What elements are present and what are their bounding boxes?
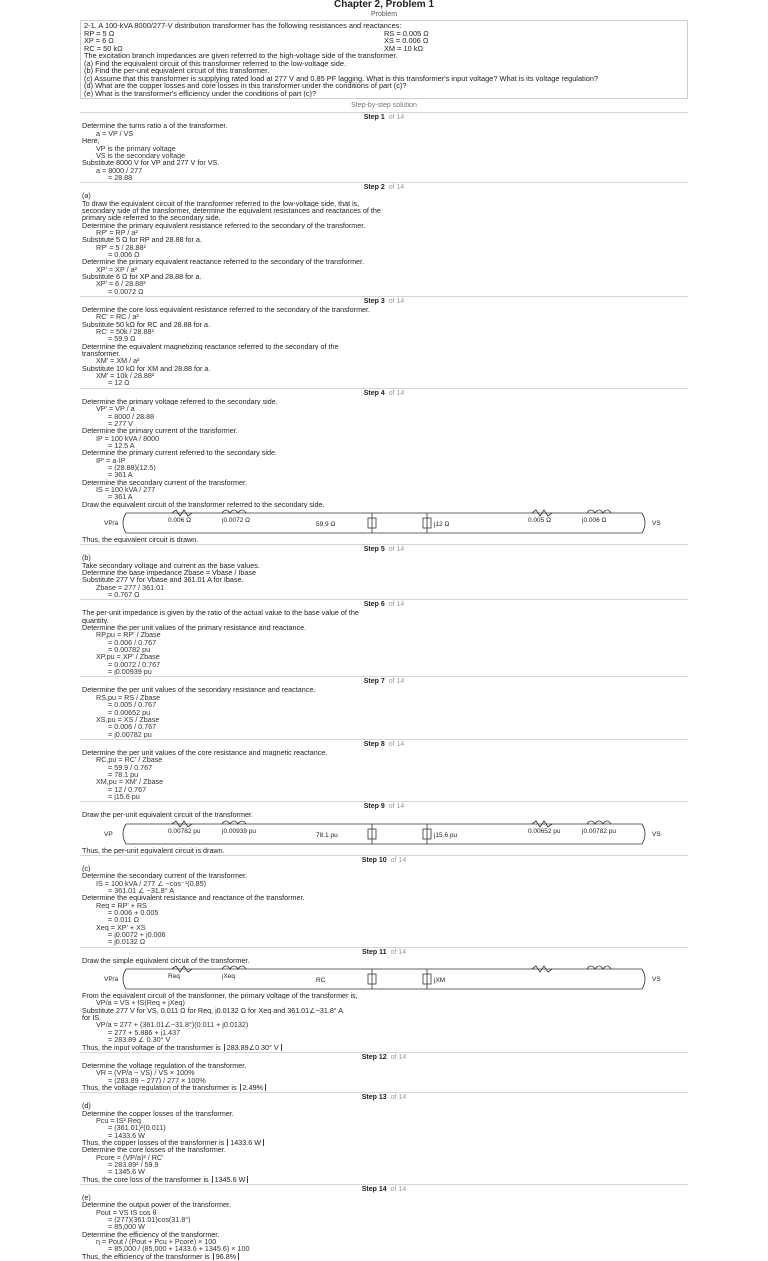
step-label: Step 5 [363, 546, 385, 554]
result-prefix: Thus, the voltage regulation of the transformer is [82, 1083, 237, 1092]
result-value-box: 2.49% [240, 1084, 266, 1091]
circuit-svg [82, 965, 682, 991]
step-text-line: RP' = RP / a² [96, 228, 138, 237]
rc-label: RC [316, 977, 326, 985]
problem-note: The excitation branch impedances are given referred to the high-voltage side of the transformer. [84, 52, 398, 60]
solution-step [80, 676, 688, 738]
step-text-line: VP' = VP / a [96, 405, 135, 413]
step-text-line: = 0.011 Ω [108, 916, 140, 924]
shunt-branch-wires [372, 969, 427, 989]
step-text-line: = 85,000 W [108, 1223, 145, 1231]
step-count: of 14 [388, 740, 405, 748]
step-title [82, 600, 686, 609]
step-text-line: Pout = VS IS cos θ [96, 1208, 157, 1217]
step-text-line: Determine the equivalent resistance and reactance of the transformer. [82, 894, 305, 902]
step-text-line: XS,pu = XS / Zbase [96, 715, 160, 724]
primary-voltage-label: VP [104, 830, 113, 838]
step-text-line: Substitute 277 V for VS, 0.011 Ω for Req, j0.0132 Ω for Xeq and 361.01∠−31.8° A [82, 1006, 344, 1015]
step-text-line: Substitute 5 Ω for RP and 28.88 for a. [82, 236, 202, 244]
step-label: Step 8 [363, 740, 385, 748]
equivalent-circuit-diagram [82, 820, 686, 846]
step-text-line: XM' = 10k / 28.88² [96, 372, 155, 380]
step-text-line: VP is the primary voltage [96, 144, 176, 152]
page-subtitle: Problem [370, 11, 398, 18]
step-text-line: VS is the secondary voltage [96, 151, 186, 160]
step-text-line: = 85,000 / (85,000 + 1433.6 + 1345.6) × 100 [108, 1245, 250, 1253]
step-text-line: RP' = 5 / 28.88² [96, 243, 146, 251]
inductor-x1 [222, 821, 246, 824]
step-result-line [82, 1253, 686, 1260]
step-text-line: a = 8000 / 277 [96, 166, 143, 174]
step-label: Step 14 [361, 1186, 387, 1193]
step-label: Step 13 [361, 1094, 387, 1102]
r2-label: 0.005 Ω [528, 516, 551, 524]
problem-part-a: (a) Find the equivalent circuit of this transformer referred to the low-voltage side. [84, 59, 347, 68]
solution-step [80, 388, 688, 545]
step-text-line: = 0.0072 Ω [108, 287, 144, 296]
solution-step [80, 947, 688, 1052]
primary-voltage-label: VP/a [104, 976, 119, 984]
step-text-line: = 8000 / 28.88 [108, 412, 155, 420]
solution-step [80, 801, 688, 855]
step-text-line: Determine the copper losses of the transformer. [82, 1109, 234, 1117]
step-text-line: Pcore = (VP/a)² / RC' [96, 1153, 164, 1161]
step-text-line: quantity. [82, 616, 109, 625]
step-text-line: Draw the per-unit equivalent circuit of the transformer. [82, 811, 253, 819]
step-text-line: Determine the core loss equivalent resistance referred to the secondary of the transformer. [82, 306, 371, 314]
step-result-line [82, 1084, 686, 1091]
step-text-line: Determine the base impedance Zbase = Vbase / Ibase [82, 569, 257, 577]
step-text-line: for IS. [82, 1014, 102, 1022]
step-text-line: Substitute 6 Ω for XP and 28.88 for a. [82, 273, 202, 281]
solution-step [80, 112, 688, 182]
step-text-line: = 0.00782 pu [108, 646, 151, 654]
step-text-line: IS = 100 kVA / 277 ∠ −cos⁻¹(0.85) [96, 879, 206, 887]
step-text-line: = 12 Ω [108, 379, 130, 387]
step-text-line: = 59.9 Ω [108, 335, 136, 343]
step-text-line: secondary side of the transformer, determine the equivalent resistances and reactances of the [82, 206, 381, 215]
step-count: of 14 [390, 1053, 407, 1061]
step-text-line: Determine the voltage regulation of the transformer. [82, 1061, 247, 1070]
step-text-line: = j0.0072 + j0.006 [108, 931, 166, 939]
step-text-line: Determine the primary current of the transformer. [82, 427, 238, 435]
step-text-line: IS = 100 kVA / 277 [96, 485, 156, 494]
step-text-line: RC' = 50k / 28.88² [96, 328, 154, 336]
step-text-line: Here, [82, 137, 100, 145]
problem-part-e: (e) What is the transformer's efficiency under the conditions of part (c)? [84, 89, 317, 98]
shunt-branch-wires [372, 513, 427, 533]
param: RP = 5 Ω [84, 28, 115, 38]
result-value-box: 283.89∠0.30° V [224, 1044, 282, 1051]
step-count: of 14 [390, 1186, 407, 1193]
step-title [82, 183, 686, 192]
problem-part-c: (c) Assume that this transformer is supplying rated load at 277 V and 0.85 PF lagging. What is this transformer's input voltage? What is its voltage regulation? [84, 73, 599, 83]
step-text-line: = 0.006 + 0.005 [108, 909, 159, 917]
step-result-line [82, 1139, 686, 1146]
x2-label: j0.00782 pu [582, 827, 616, 835]
step-text-line: XP,pu = XP' / Zbase [96, 653, 160, 661]
step-text-line: (a) [82, 192, 91, 200]
step-text-line: Determine the secondary current of the transformer. [82, 478, 247, 486]
page-title: Chapter 2, Problem 1 [333, 0, 435, 10]
step-text-line: a = VP / VS [96, 129, 134, 138]
step-text-line: Thus, the per-unit equivalent circuit is drawn. [82, 846, 225, 854]
step-text-line: primary side referred to the secondary side. [82, 214, 221, 222]
inductor-x2 [587, 966, 611, 969]
solution-step [80, 182, 688, 296]
xm-label: j12 Ω [434, 520, 450, 528]
circuit-svg [82, 509, 682, 535]
step-text-line: Xeq = XP' + XS [96, 923, 146, 932]
problem-intro: 2-1. A 100-kVA 8000/277-V distribution transformer has the following resistances and reactances: [84, 22, 402, 30]
problem-statement [80, 20, 688, 99]
step-text-line: Determine the primary current referred to the secondary side. [82, 449, 277, 457]
equivalent-circuit-diagram [82, 509, 686, 535]
step-text-line: = j0.00939 pu [108, 668, 152, 676]
step-text-line: RC,pu = RC' / Zbase [96, 756, 163, 764]
step-text-line: = 0.767 Ω [108, 591, 140, 599]
step-label: Step 6 [363, 601, 385, 609]
param: XM = 10 kΩ [384, 43, 424, 53]
x2-label: j0.006 Ω [582, 516, 607, 524]
step-result-line [82, 1044, 686, 1051]
problem-part-b: (b) Find the per-unit equivalent circuit of this transformer. [84, 67, 270, 75]
x1-label: j0.0072 Ω [222, 516, 250, 524]
step-text-line: Substitute 8000 V for VP and 277 V for VS. [82, 159, 220, 167]
step-title [82, 297, 686, 306]
step-title [82, 389, 686, 398]
step-count: of 14 [388, 678, 405, 686]
step-text-line: = j0.0132 Ω [108, 938, 146, 946]
result-prefix: Thus, the input voltage of the transformer is [82, 1043, 221, 1051]
step-count: of 14 [388, 114, 405, 122]
step-title [82, 1093, 686, 1102]
solution-step [80, 1184, 688, 1261]
step-count: of 14 [388, 601, 405, 609]
solution-step [80, 296, 688, 388]
xm-label: jXM [434, 977, 446, 985]
step-label: Step 10 [361, 856, 387, 864]
secondary-voltage-label: VS [652, 830, 661, 838]
result-prefix: Thus, the efficiency of the transformer is [82, 1252, 210, 1261]
step-count: of 14 [388, 389, 405, 397]
r1-label: Req [168, 973, 180, 981]
step-text-line: Determine the per unit values of the secondary resistance and reactance. [82, 686, 316, 694]
step-text-line: = 277 V [108, 419, 133, 428]
step-count: of 14 [388, 546, 405, 554]
step-text-line: = 361 A [108, 471, 133, 479]
step-text-line: RC' = RC / a² [96, 313, 139, 321]
r2-label: 0.00652 pu [528, 827, 561, 835]
step-text-line: = 283.89² / 59.9 [108, 1160, 159, 1169]
step-title [82, 802, 686, 811]
step-text-line: Determine the primary equivalent reactance referred to the secondary of the transformer. [82, 258, 365, 266]
solution-header: Step-by-step solution [351, 102, 417, 110]
step-text-line: Draw the simple equivalent circuit of the transformer. [82, 956, 250, 965]
step-text-line: Substitute 50 kΩ for RC and 28.88 for a. [82, 320, 211, 329]
step-text-line: = 277 + 5.886 + j1.437 [108, 1028, 181, 1037]
solution-step [80, 1052, 688, 1092]
step-count: of 14 [388, 803, 405, 811]
step-text-line: = 0.00652 pu [108, 708, 151, 716]
secondary-voltage-label: VS [652, 519, 661, 527]
step-text-line: Thus, the equivalent circuit is drawn. [82, 535, 199, 544]
step-text-line: (e) [82, 1194, 91, 1202]
param: XS = 0.006 Ω [384, 36, 429, 46]
solution-step [80, 855, 688, 947]
step-text-line: (c) [82, 864, 91, 873]
circuit-wires [126, 969, 642, 989]
step-text-line: VR = (VP/a − VS) / VS × 100% [96, 1069, 195, 1077]
circuit-wires [126, 513, 642, 533]
step-label: Step 12 [361, 1053, 387, 1061]
step-text-line: = 59.9 / 0.767 [108, 763, 153, 771]
r1-label: 0.00782 pu [168, 827, 201, 835]
result-value-box: 96.8% [213, 1253, 239, 1260]
step-text-line: Determine the turns ratio a of the transformer. [82, 122, 228, 130]
result-prefix: Thus, the copper losses of the transformer is [82, 1138, 225, 1147]
step-text-line: = 12.5 A [108, 441, 135, 450]
step-text-line: VP/a = VS + IS(Req + jXeq) [96, 999, 185, 1007]
step-text-line: XP' = XP / a² [96, 265, 137, 273]
primary-voltage-label: VP/a [104, 519, 119, 527]
xm-label: j15.6 pu [434, 831, 458, 839]
step-label: Step 4 [363, 389, 385, 397]
param: RC = 50 kΩ [84, 43, 123, 53]
step-text-line: Determine the per unit values of the core resistance and magnetic reactance. [82, 748, 328, 757]
circuit-terminals [123, 824, 645, 844]
step-title [82, 1053, 686, 1062]
inductor-x2 [587, 510, 611, 513]
solution-step [80, 739, 688, 801]
step-text-line: = (361.01)²(0.011) [108, 1124, 166, 1132]
problem-param-row [84, 45, 684, 53]
step-text-line: XP' = 6 / 28.88² [96, 280, 146, 288]
step-text-line: Determine the primary equivalent resistance referred to the secondary of the transformer. [82, 221, 366, 229]
steps-container [80, 112, 688, 1261]
step-text-line: (b) [82, 554, 91, 562]
solution-step [80, 1092, 688, 1184]
step-text-line: RS,pu = RS / Zbase [96, 693, 161, 702]
step-text-line: η = Pout / (Pout + Pcu + Pcore) × 100 [96, 1238, 217, 1246]
step-text-line: = (277)(361.01)cos(31.8°) [108, 1216, 191, 1224]
step-label: Step 2 [363, 184, 385, 192]
rc-label: 78.1 pu [316, 831, 338, 839]
step-text-line: IP' = a·IP [96, 456, 126, 464]
circuit-terminals [123, 513, 645, 533]
step-text-line: = j15.6 pu [108, 792, 140, 801]
solution-page [80, 0, 688, 1261]
step-text-line: = 0.006 Ω [108, 250, 140, 259]
inductor-x1 [222, 510, 246, 513]
step-title [82, 740, 686, 749]
solution-step [80, 599, 688, 676]
step-title [82, 856, 686, 865]
step-text-line: = (28.88)(12.5) [108, 463, 156, 472]
secondary-voltage-label: VS [652, 976, 661, 984]
step-text-line: = 78.1 pu [108, 770, 139, 779]
step-text-line: = 0.005 / 0.767 [108, 701, 157, 709]
step-text-line: From the equivalent circuit of the transformer, the primary voltage of the transformer is, [82, 992, 358, 1000]
rc-label: 59.9 Ω [316, 520, 336, 528]
step-text-line: Determine the output power of the transformer. [82, 1201, 232, 1209]
step-text-line: = 0.006 / 0.767 [108, 723, 157, 731]
step-text-line: Take secondary voltage and current as the base values. [82, 561, 260, 569]
step-text-line: = (283.89 − 277) / 277 × 100% [108, 1076, 206, 1084]
shunt-branch-wires [372, 824, 427, 844]
step-count: of 14 [390, 1094, 407, 1102]
step-text-line: transformer. [82, 350, 121, 358]
step-count: of 14 [390, 856, 407, 864]
step-text-line: = 12 / 0.767 [108, 785, 147, 793]
equivalent-circuit-diagram [82, 965, 686, 991]
step-title [82, 677, 686, 686]
circuit-wires [126, 824, 642, 844]
step-title [82, 948, 686, 957]
step-text-line: (d) [82, 1102, 91, 1110]
x1-label: jXeq [222, 973, 236, 981]
step-title [82, 545, 686, 554]
x1-label: j0.00939 pu [222, 827, 256, 835]
step-text-line: = 1345.6 W [108, 1168, 145, 1176]
step-text-line: Substitute 10 kΩ for XM and 28.88 for a. [82, 364, 211, 373]
step-text-line: VP/a = 277 + (361.01∠−31.8°)(0.011 + j0.0132) [96, 1021, 249, 1029]
step-text-line: = 0.0072 / 0.767 [108, 660, 161, 669]
step-text-line: Req = RP' + RS [96, 901, 147, 910]
problem-part-d: (d) What are the copper losses and core losses in this transformer under the conditions of part (c)? [84, 82, 407, 90]
step-text-line: Draw the equivalent circuit of the transformer referred to the secondary side. [82, 500, 325, 508]
param: RS = 0.005 Ω [384, 28, 429, 38]
step-text-line: Determine the per unit values of the primary resistance and reactance. [82, 624, 307, 632]
step-text-line: = 0.006 / 0.767 [108, 638, 157, 647]
circuit-svg [82, 820, 682, 846]
step-text-line: The per-unit impedance is given by the ratio of the actual value to the base value of the [82, 609, 359, 617]
step-label: Step 3 [363, 298, 385, 306]
step-count: of 14 [388, 298, 405, 306]
step-text-line: To draw the equivalent circuit of the transformer referred to the low-voltage side, that is, [82, 199, 360, 207]
step-text-line: Determine the efficiency of the transformer. [82, 1230, 220, 1239]
step-text-line: Zbase = 277 / 361.01 [96, 583, 165, 592]
step-text-line: Determine the primary voltage referred to the secondary side. [82, 397, 278, 406]
step-text-line: = 361.01 ∠ −31.8° A [108, 887, 175, 895]
step-count: of 14 [390, 948, 407, 956]
step-title [82, 1185, 686, 1194]
inductor-x1 [222, 966, 246, 969]
solution-step [80, 544, 688, 599]
step-text-line: = 361 A [108, 493, 133, 501]
step-text-line: = j0.00782 pu [108, 730, 152, 738]
step-label: Step 7 [363, 678, 385, 686]
step-text-line: Substitute 277 V for Vbase and 361.01 A for Ibase. [82, 576, 244, 584]
step-text-line: IP = 100 kVA / 8000 [96, 434, 160, 442]
step-text-line: = 28.88 [108, 173, 133, 182]
inductor-x2 [587, 821, 611, 824]
step-count: of 14 [388, 184, 405, 192]
step-text-line: XM,pu = XM' / Zbase [96, 778, 164, 786]
step-text-line: Determine the secondary current of the transformer. [82, 872, 247, 880]
result-value-box: 1345.6 W [212, 1176, 249, 1183]
step-label: Step 9 [363, 803, 385, 811]
step-text-line: Pcu = IS² Req [96, 1116, 141, 1125]
result-value-box: 1433.6 W [227, 1139, 264, 1146]
step-text-line: = 1433.6 W [108, 1131, 145, 1139]
step-title [82, 113, 686, 122]
step-result-line [82, 1176, 686, 1183]
step-label: Step 11 [361, 948, 387, 956]
param: XP = 6 Ω [84, 36, 114, 46]
step-text-line: RP,pu = RP' / Zbase [96, 631, 161, 639]
r1-label: 0.006 Ω [168, 516, 191, 524]
step-text-line: = 283.89 ∠ 0.30° V [108, 1036, 171, 1044]
step-text-line: XM' = XM / a² [96, 357, 140, 365]
step-label: Step 1 [363, 114, 385, 122]
step-text-line: Determine the core losses of the transformer. [82, 1146, 226, 1154]
result-prefix: Thus, the core loss of the transformer is [82, 1175, 209, 1183]
circuit-terminals [123, 969, 645, 989]
step-text-line: Determine the equivalent magnetizing reactance referred to the secondary of the [82, 342, 339, 351]
